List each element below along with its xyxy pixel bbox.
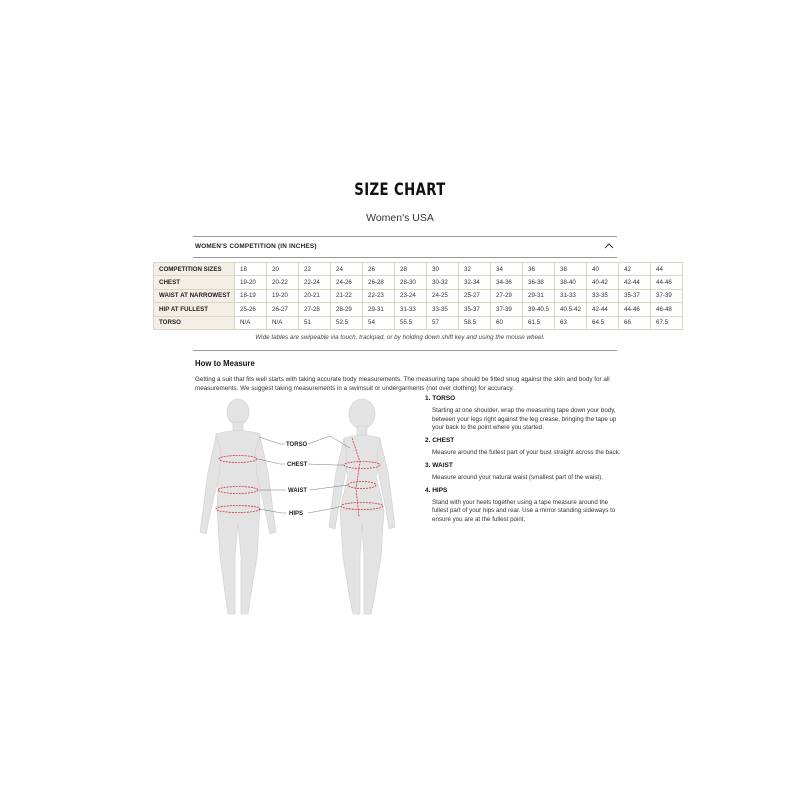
table-cell: 34-36 bbox=[491, 276, 523, 289]
table-cell: 37-39 bbox=[651, 289, 683, 302]
table-cell: 33-35 bbox=[587, 289, 619, 302]
table-cell: 24 bbox=[331, 263, 363, 276]
table-cell: 24-25 bbox=[427, 289, 459, 302]
table-cell: N/A bbox=[235, 316, 267, 329]
step-chest bbox=[425, 437, 625, 458]
row-header: HIP AT FULLEST bbox=[154, 303, 235, 316]
table-cell: 39-40.5 bbox=[523, 303, 555, 316]
divider bbox=[193, 350, 617, 351]
table-cell: 27-29 bbox=[491, 289, 523, 302]
table-cell: 23-24 bbox=[395, 289, 427, 302]
row-header: TORSO bbox=[154, 316, 235, 329]
table-row bbox=[154, 303, 683, 316]
table-row bbox=[154, 289, 683, 302]
step-description: Starting at one shoulder, wrap the measuring tape down your body, between your legs right against the leg crease, bringing the tape up your back to the point where you started. bbox=[432, 407, 617, 432]
table-cell: 20 bbox=[267, 263, 299, 276]
how-to-measure-heading: How to Measure bbox=[195, 359, 255, 368]
table-cell: 35-37 bbox=[459, 303, 491, 316]
table-cell: 34 bbox=[491, 263, 523, 276]
step-title: 4. HIPS bbox=[425, 486, 448, 494]
step-description: Stand with your heels together using a tape measure around the fullest part of your hips and rear. Use a mirror standing sideways to ensure you are at the fullest point. bbox=[432, 498, 616, 523]
table-cell: 44-46 bbox=[651, 276, 683, 289]
table-cell: 27-28 bbox=[299, 303, 331, 316]
table-cell: 55.5 bbox=[395, 316, 427, 329]
table-cell: 19-20 bbox=[235, 276, 267, 289]
table-cell: 35-37 bbox=[619, 289, 651, 302]
table-cell: 32 bbox=[459, 263, 491, 276]
table-cell: 22-23 bbox=[363, 289, 395, 302]
table-cell: 40 bbox=[587, 263, 619, 276]
table-cell: 42-44 bbox=[587, 303, 619, 316]
table-cell: 22 bbox=[299, 263, 331, 276]
table-cell: 30 bbox=[427, 263, 459, 276]
table-cell: 28 bbox=[395, 263, 427, 276]
torso-label: TORSO bbox=[286, 442, 308, 448]
table-cell: 67.5 bbox=[651, 316, 683, 329]
row-header: CHEST bbox=[154, 276, 235, 289]
body-measurement-figure bbox=[190, 392, 405, 632]
table-note: Wide tables are swipeable via touch, trackpad, or by holding down shift key and using the mouse wheel. bbox=[255, 334, 545, 341]
table-cell: 20-21 bbox=[299, 289, 331, 302]
table-cell: 19-20 bbox=[267, 289, 299, 302]
row-header: WAIST AT NARROWEST bbox=[154, 289, 235, 302]
table-cell: 29-31 bbox=[523, 289, 555, 302]
table-cell: 52.5 bbox=[331, 316, 363, 329]
table-cell: 31-33 bbox=[555, 289, 587, 302]
table-cell: 28-29 bbox=[331, 303, 363, 316]
step-hips bbox=[425, 487, 625, 525]
step-waist bbox=[425, 462, 625, 483]
table-cell: 22-24 bbox=[299, 276, 331, 289]
table-cell: 46-48 bbox=[651, 303, 683, 316]
table-row bbox=[154, 276, 683, 289]
table-cell: 60 bbox=[491, 316, 523, 329]
step-title: 2. CHEST bbox=[425, 437, 455, 445]
table-cell: 32-34 bbox=[459, 276, 491, 289]
table-cell: 64.5 bbox=[587, 316, 619, 329]
table-cell: 36-38 bbox=[523, 276, 555, 289]
table-cell: 44 bbox=[651, 263, 683, 276]
table-cell: 61.5 bbox=[523, 316, 555, 329]
table-cell: 25-26 bbox=[235, 303, 267, 316]
table-cell: 18-19 bbox=[235, 289, 267, 302]
row-header: COMPETITION SIZES bbox=[154, 263, 235, 276]
waist-label: WAIST bbox=[288, 488, 307, 494]
table-row bbox=[154, 316, 683, 329]
table-cell: 29-31 bbox=[363, 303, 395, 316]
table-cell: 21-22 bbox=[331, 289, 363, 302]
table-cell: 26-28 bbox=[363, 276, 395, 289]
table-cell: 38-40 bbox=[555, 276, 587, 289]
table-cell: 63 bbox=[555, 316, 587, 329]
table-cell: 31-33 bbox=[395, 303, 427, 316]
table-cell: 66 bbox=[619, 316, 651, 329]
hips-label: HIPS bbox=[289, 511, 304, 517]
table-cell: 57 bbox=[427, 316, 459, 329]
table-cell: 33-35 bbox=[427, 303, 459, 316]
table-cell: 26-27 bbox=[267, 303, 299, 316]
table-cell: 28-30 bbox=[395, 276, 427, 289]
chest-label: CHEST bbox=[287, 462, 308, 468]
table-cell: 40-42 bbox=[587, 276, 619, 289]
measure-steps bbox=[425, 395, 625, 529]
step-title: 3. WAIST bbox=[425, 461, 453, 469]
page-title: SIZE CHART bbox=[354, 180, 446, 200]
size-table bbox=[153, 262, 683, 330]
table-cell: 54 bbox=[363, 316, 395, 329]
section-label: WOMEN'S COMPETITION (IN INCHES) bbox=[195, 243, 317, 250]
table-cell: 24-26 bbox=[331, 276, 363, 289]
how-to-measure-intro: Getting a suit that fits well starts with taking accurate body measurements. The measuring tape should be fitted snug against the skin and body for all measurements. We suggest taking measurements in a swimsuit or undergarments (not over clothing) for accuracy. bbox=[195, 376, 610, 392]
step-description: Measure around your natural waist (smallest part of the waist). bbox=[432, 473, 603, 481]
section-toggle[interactable] bbox=[193, 236, 617, 258]
male-figure bbox=[200, 399, 276, 614]
step-title: 1. TORSO bbox=[425, 395, 456, 402]
page-subtitle: Women's USA bbox=[366, 212, 434, 224]
table-cell: 18 bbox=[235, 263, 267, 276]
chevron-up-icon[interactable] bbox=[604, 241, 614, 251]
table-cell: 25-27 bbox=[459, 289, 491, 302]
step-torso bbox=[425, 395, 625, 433]
table-cell: 58.5 bbox=[459, 316, 491, 329]
table-cell: 36 bbox=[523, 263, 555, 276]
table-cell: 42-44 bbox=[619, 276, 651, 289]
table-cell: 38 bbox=[555, 263, 587, 276]
table-cell: N/A bbox=[267, 316, 299, 329]
table-cell: 42 bbox=[619, 263, 651, 276]
table-cell: 51 bbox=[299, 316, 331, 329]
table-cell: 20-22 bbox=[267, 276, 299, 289]
table-cell: 37-39 bbox=[491, 303, 523, 316]
table-row bbox=[154, 263, 683, 276]
step-description: Measure around the fullest part of your bust straight across the back. bbox=[432, 449, 621, 457]
table-cell: 26 bbox=[363, 263, 395, 276]
table-cell: 44-46 bbox=[619, 303, 651, 316]
table-cell: 30-32 bbox=[427, 276, 459, 289]
table-cell: 40.5-42 bbox=[555, 303, 587, 316]
